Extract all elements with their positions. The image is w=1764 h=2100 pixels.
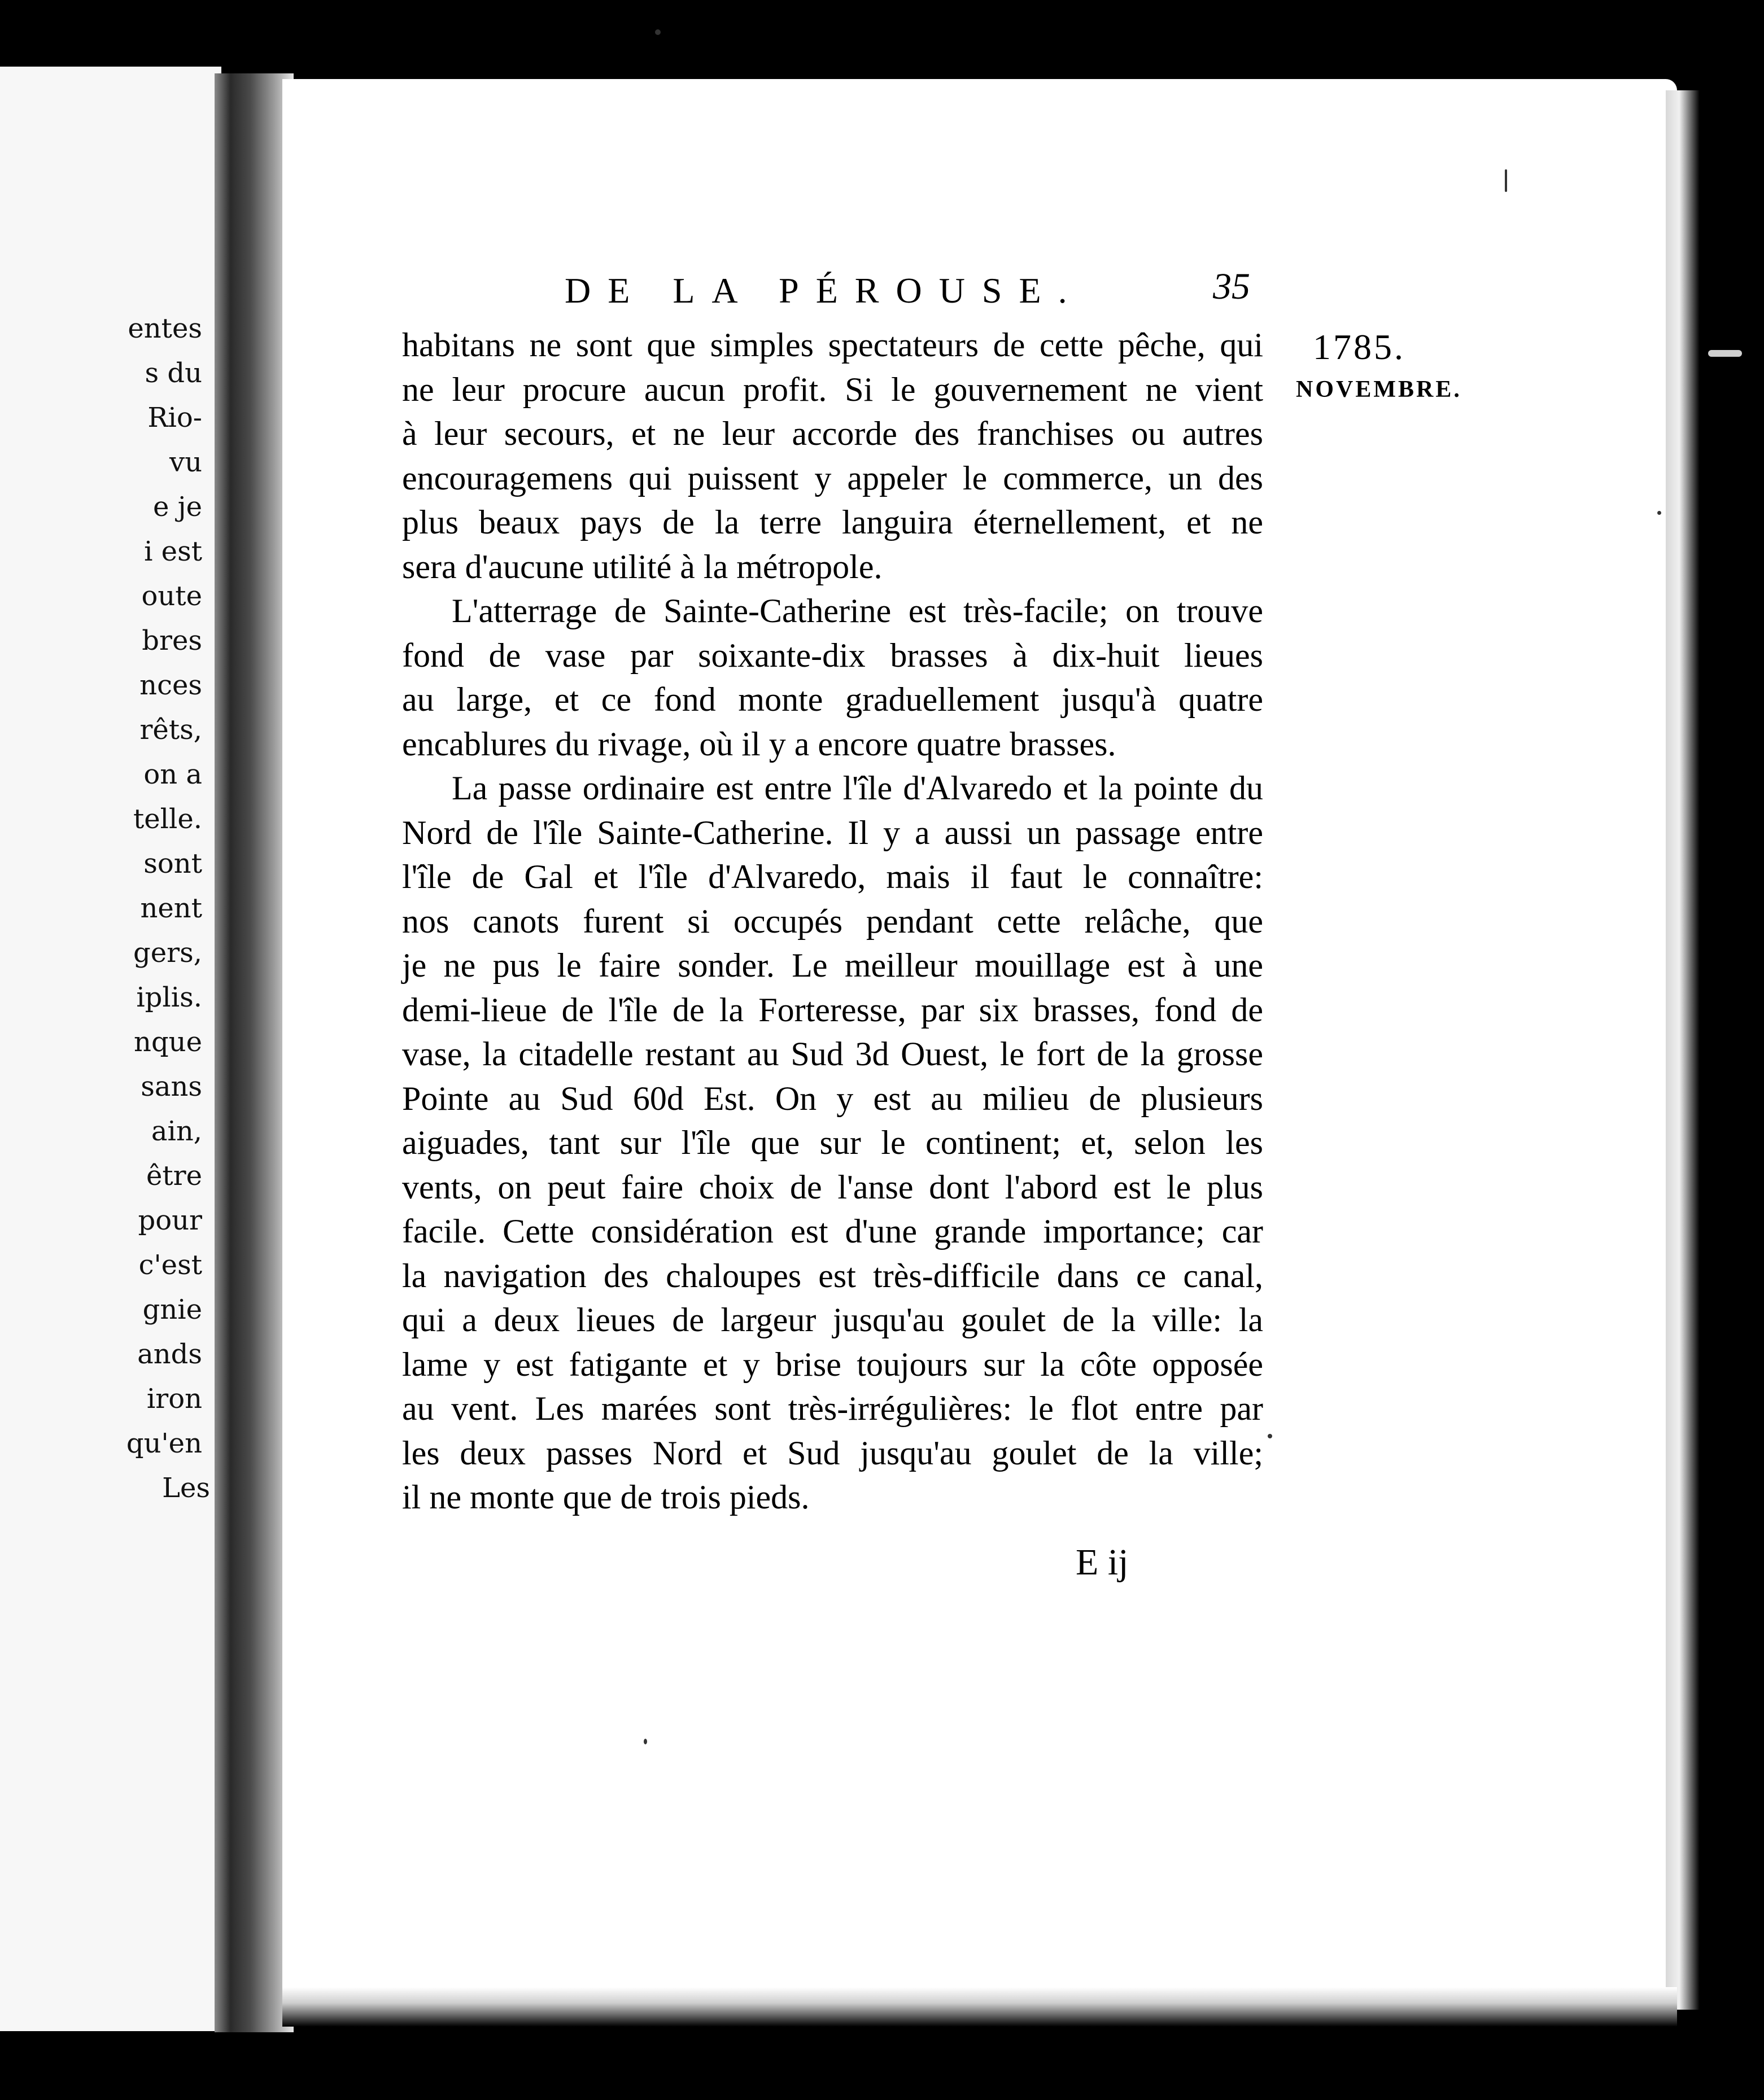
text-line: à leur secours, et ne leur accorde des franchises ou autres: [402, 415, 1263, 452]
previous-page-line-fragment: nces: [139, 670, 202, 701]
text-line: demi-lieue de l'île de la Forteresse, par six brasses, fond de: [402, 991, 1263, 1029]
previous-page-line-fragment: on a: [143, 759, 202, 790]
previous-page-line-fragment: Rio-: [147, 402, 202, 434]
previous-page-line-fragment: e je: [153, 491, 202, 523]
book-gutter: [215, 73, 294, 2032]
text-line: sera d'aucune utilité à la métropole.: [402, 548, 883, 585]
previous-page-text: [0, 67, 221, 2031]
previous-page-fragment: [0, 67, 221, 2031]
previous-page-line-fragment: sont: [143, 848, 202, 880]
paper-speck: [1657, 511, 1661, 515]
text-line: vase, la citadelle restant au Sud 3d Ouest, le fort de la grosse: [402, 1035, 1263, 1073]
text-line: La passe ordinaire est entre l'île d'Alvaredo et la pointe du: [452, 769, 1263, 807]
paper-speck: [1505, 169, 1507, 192]
previous-page-line-fragment: oute: [141, 580, 202, 612]
previous-page-line-fragment: Les: [162, 1472, 210, 1504]
previous-page-line-fragment: nent: [140, 893, 202, 924]
margin-note-year: 1785.: [1313, 327, 1405, 367]
paper-speck: [1708, 350, 1742, 357]
text-line: facile. Cette considération est d'une grande importance; car: [402, 1213, 1263, 1250]
text-line: nos canots furent si occupés pendant cette relâche, que: [402, 902, 1263, 940]
previous-page-line-fragment: iron: [146, 1383, 202, 1415]
previous-page-line-fragment: qu'en: [126, 1428, 202, 1459]
previous-page-line-fragment: iplis.: [136, 982, 202, 1013]
text-line: au vent. Les marées sont très-irrégulières: le flot entre par: [402, 1390, 1263, 1427]
page-number: 35: [1213, 266, 1250, 307]
page-bottom-edge: [282, 1987, 1677, 2027]
running-head: DE LA PÉROUSE.: [565, 270, 1084, 310]
previous-page-line-fragment: ain,: [151, 1115, 202, 1147]
previous-page-line-fragment: pour: [138, 1205, 202, 1236]
text-line: fond de vase par soixante-dix brasses à dix-huit lieues: [402, 636, 1263, 674]
text-line: qui a deux lieues de largeur jusqu'au goulet de la ville: la: [402, 1301, 1263, 1338]
previous-page-line-fragment: entes: [128, 313, 202, 344]
margin-note-month: NOVEMBRE.: [1296, 377, 1462, 403]
previous-page-line-fragment: nque: [134, 1026, 202, 1058]
text-line: ne leur procure aucun profit. Si le gouvernement ne vient: [402, 370, 1263, 408]
previous-page-line-fragment: i est: [144, 536, 202, 567]
previous-page-line-fragment: s du: [145, 357, 202, 389]
paper-speck: [1268, 1434, 1272, 1438]
previous-page-line-fragment: ands: [137, 1338, 202, 1370]
previous-page-line-fragment: être: [146, 1160, 202, 1192]
text-line: aiguades, tant sur l'île que sur le continent; et, selon les: [402, 1124, 1263, 1161]
signature-mark: E ij: [1076, 1542, 1129, 1583]
text-line: vents, on peut faire choix de l'anse dont l'abord est le plus: [402, 1168, 1263, 1206]
text-line: au large, et ce fond monte graduellement jusqu'à quatre: [402, 681, 1263, 718]
previous-page-line-fragment: vu: [169, 447, 202, 478]
page-edge: [1666, 90, 1700, 2010]
text-line: lame y est fatigante et y brise toujours sur la côte opposée: [402, 1345, 1263, 1383]
previous-page-line-fragment: bres: [142, 625, 202, 657]
previous-page-line-fragment: c'est: [138, 1249, 202, 1281]
text-line: il ne monte que de trois pieds.: [402, 1478, 810, 1516]
paper-speck: [644, 1739, 647, 1744]
text-line: je ne pus le faire sonder. Le meilleur mouillage est à une: [402, 947, 1263, 984]
text-line: les deux passes Nord et Sud jusqu'au goulet de la ville;: [402, 1434, 1263, 1472]
previous-page-line-fragment: gnie: [142, 1294, 202, 1325]
text-line: encouragemens qui puissent y appeler le commerce, un des: [402, 459, 1263, 497]
text-line: L'atterrage de Sainte-Catherine est très-facile; on trouve: [452, 592, 1263, 629]
body-text: [402, 323, 1263, 1520]
text-line: habitans ne sont que simples spectateurs de cette pêche, qui: [402, 326, 1263, 364]
text-line: plus beaux pays de la terre languira éternellement, et ne: [402, 504, 1263, 541]
previous-page-line-fragment: telle.: [133, 803, 202, 835]
previous-page-line-fragment: rêts,: [139, 714, 202, 746]
text-line: Pointe au Sud 60d Est. On y est au milieu de plusieurs: [402, 1079, 1263, 1117]
text-line: Nord de l'île Sainte-Catherine. Il y a aussi un passage entre: [402, 813, 1263, 851]
previous-page-line-fragment: gers,: [133, 937, 202, 969]
text-line: encablures du rivage, où il y a encore quatre brasses.: [402, 725, 1116, 763]
previous-page-line-fragment: sans: [141, 1071, 202, 1102]
text-line: la navigation des chaloupes est très-difficile dans ce canal,: [402, 1257, 1263, 1294]
text-line: l'île de Gal et l'île d'Alvaredo, mais il faut le connaître:: [402, 858, 1263, 895]
paper-speck: [655, 29, 661, 35]
